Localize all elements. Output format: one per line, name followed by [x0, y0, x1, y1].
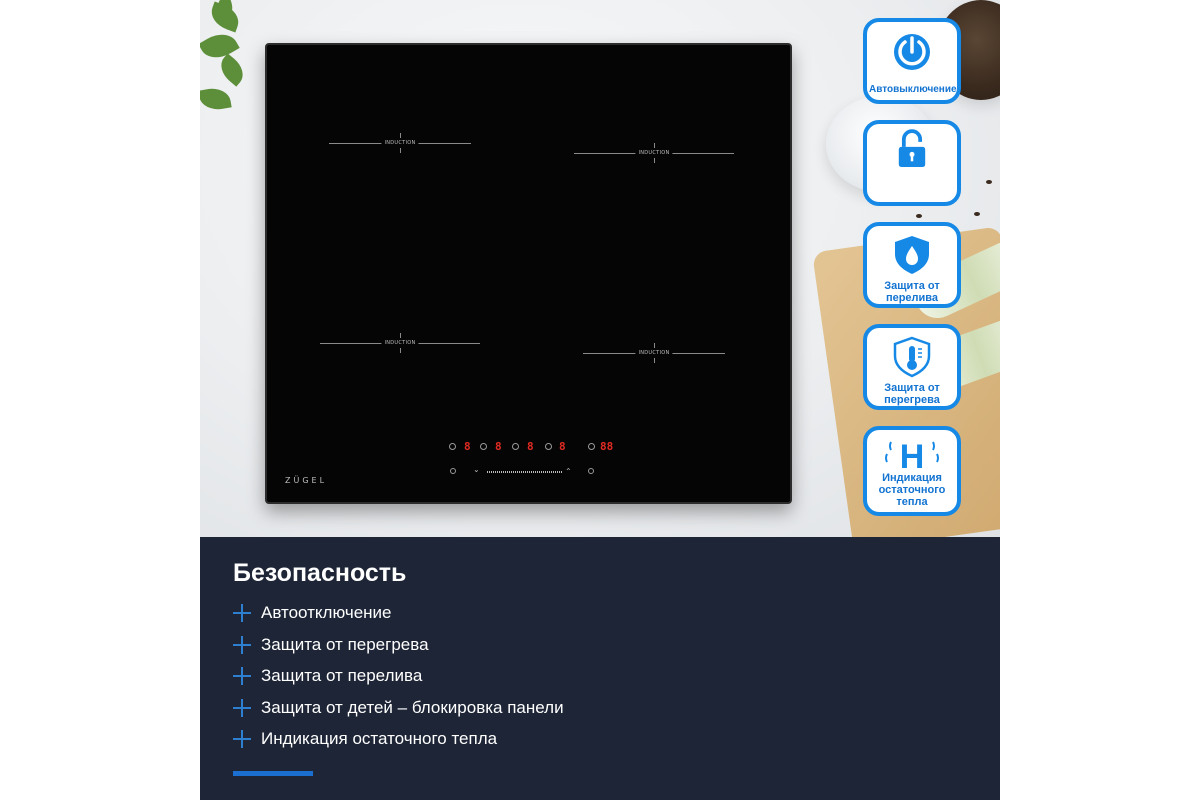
badge-label: Индикация остаточного тепла — [878, 472, 946, 508]
zone-selector-icon — [545, 443, 552, 450]
badge-overheat-protection — [863, 324, 961, 410]
zone-power-digit: 8 — [527, 440, 534, 453]
zone-power-digit: 8 — [495, 440, 502, 453]
zone-label: INDUCTION — [635, 150, 672, 157]
badge-child-lock — [863, 120, 961, 206]
badge-label: Автовыключение — [869, 84, 957, 95]
unlocked-padlock-icon — [867, 128, 957, 172]
plus-icon — [233, 699, 251, 717]
child-lock-icon — [450, 468, 456, 474]
plus-icon — [233, 667, 251, 685]
zone-selector-icon — [512, 443, 519, 450]
feature-text: Автоотключение — [261, 603, 392, 622]
chevron-down-icon: ⌄ — [473, 465, 480, 474]
timer-digits: 88 — [600, 440, 614, 453]
safety-panel — [200, 537, 1000, 800]
zone-label: INDUCTION — [381, 340, 418, 347]
zone-selector-icon — [480, 443, 487, 450]
plus-icon — [233, 604, 251, 622]
cooking-zone-top-right — [574, 147, 734, 161]
feature-text: Индикация остаточного тепла — [261, 729, 498, 748]
zone-power-digit: 8 — [464, 440, 471, 453]
plus-icon — [233, 730, 251, 748]
thermometer-shield-icon — [867, 334, 957, 378]
badge-label: Защита от перелива — [884, 280, 940, 304]
accent-underline — [233, 771, 313, 776]
feature-text: Защита от перегрева — [261, 635, 429, 654]
power-button-icon — [588, 468, 594, 474]
badge-overflow-protection — [863, 222, 961, 308]
plus-icon — [233, 636, 251, 654]
zone-selector-icon — [449, 443, 456, 450]
product-card — [200, 0, 1000, 800]
zone-power-digit: 8 — [559, 440, 566, 453]
power-icon — [867, 28, 957, 72]
badge-auto-off — [863, 18, 961, 104]
cooking-zone-top-left — [329, 137, 471, 151]
feature-text: Защита от детей – блокировка панели — [261, 698, 564, 717]
chevron-up-icon: ⌃ — [565, 467, 572, 476]
induction-hob — [265, 43, 792, 504]
residual-heat-h-icon — [867, 432, 957, 476]
spice-decoration — [974, 212, 980, 216]
timer-icon — [588, 443, 595, 450]
zone-label: INDUCTION — [635, 350, 672, 357]
feature-text: Защита от перелива — [261, 666, 423, 685]
basil-leaf-decoration — [215, 53, 249, 86]
svg-text:H: H — [899, 438, 925, 476]
power-slider — [487, 471, 562, 473]
spice-decoration — [986, 180, 992, 184]
product-photo — [200, 0, 1000, 537]
badge-residual-heat — [863, 426, 961, 516]
section-title: Безопасность — [233, 559, 407, 587]
zone-label: INDUCTION — [381, 140, 418, 147]
basil-leaf-decoration — [200, 86, 232, 113]
spice-decoration — [916, 214, 922, 218]
cooking-zone-bottom-right — [583, 347, 725, 361]
cooking-zone-bottom-left — [320, 337, 480, 351]
shield-drop-icon — [867, 232, 957, 276]
brand-logo: ZÜGEL — [285, 476, 328, 485]
badge-label: Защита от перегрева — [884, 382, 940, 406]
